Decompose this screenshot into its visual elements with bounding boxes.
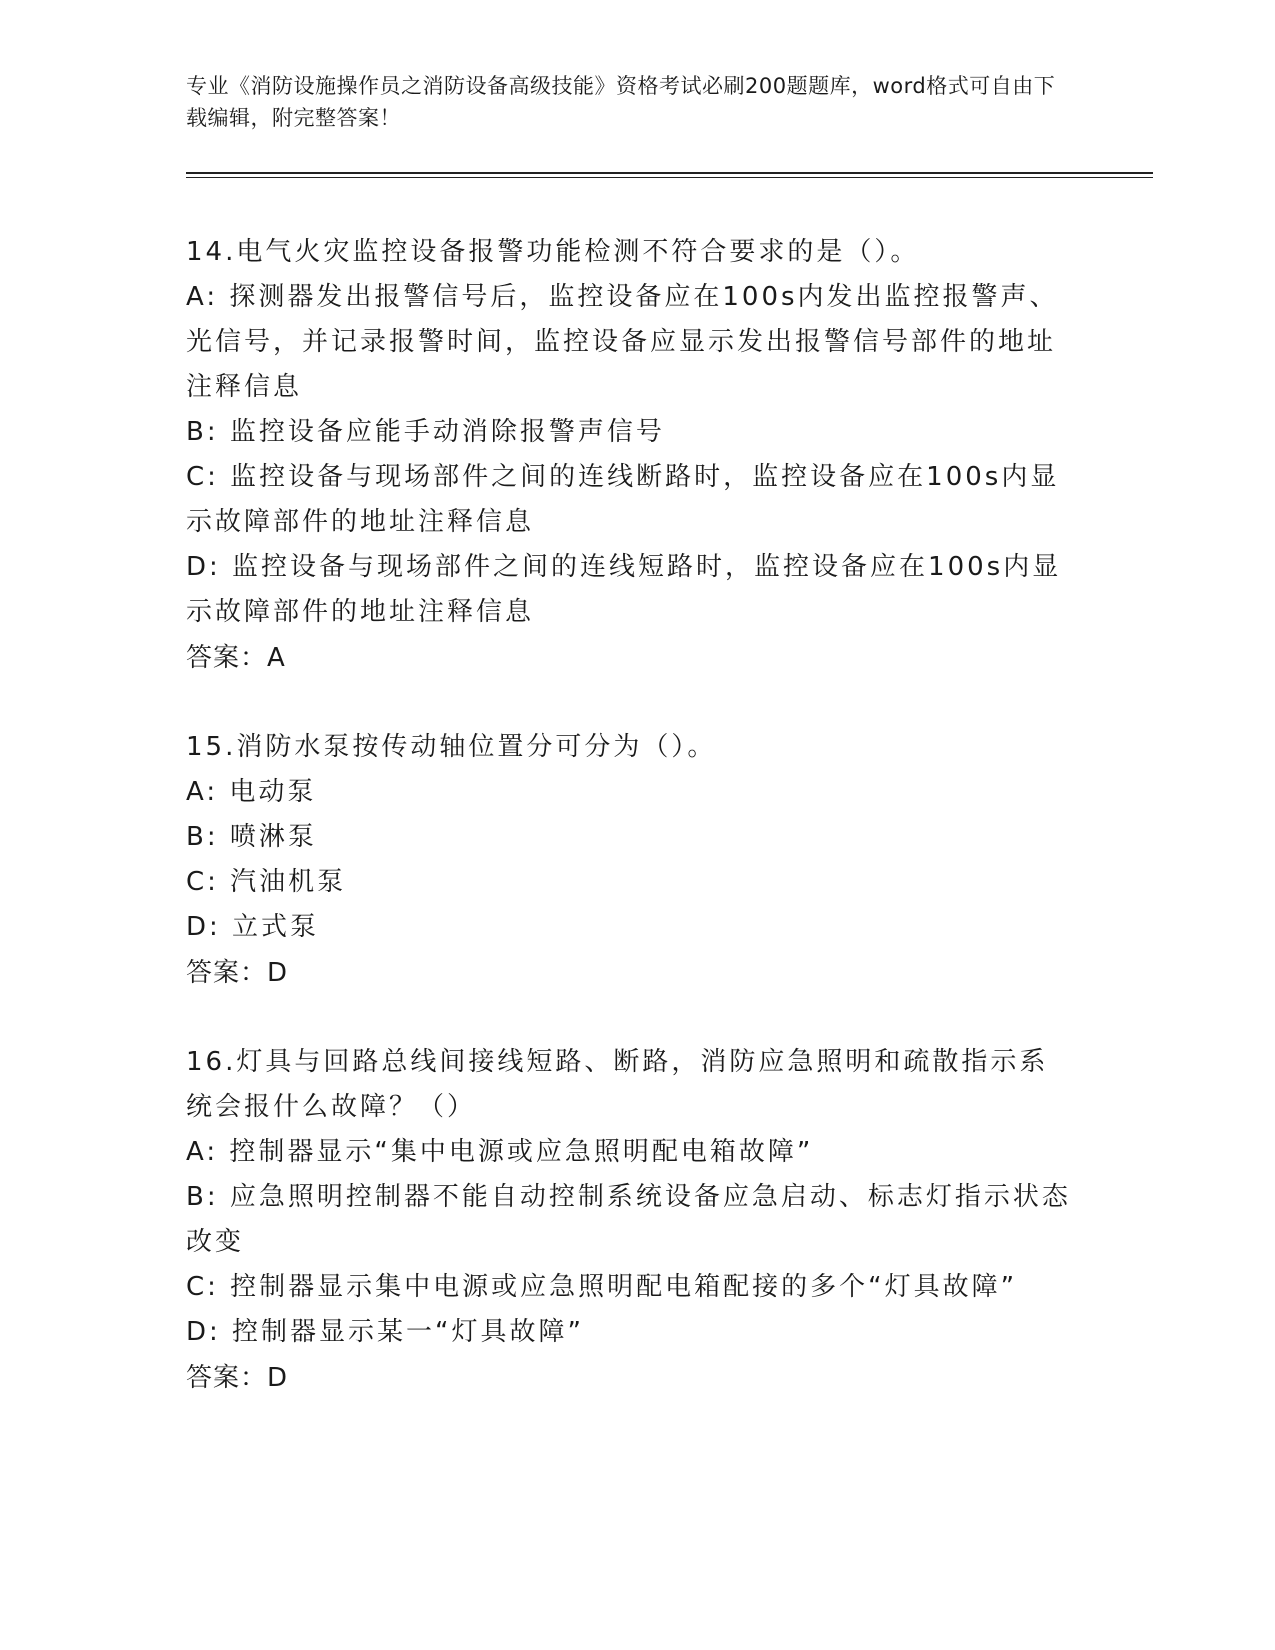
option-d: D: 立式泵 <box>186 912 320 942</box>
option-b: B: 监控设备应能手动消除报警声信号 <box>186 417 665 447</box>
document-page <box>186 70 1156 1445</box>
question-15 <box>186 725 1156 996</box>
answer-value: D <box>267 958 289 988</box>
option-d: D: 控制器显示某一“灯具故障” <box>186 1317 584 1347</box>
option-c: C: 监控设备与现场部件之间的连线断路时，监控设备应在100s内显示故障部件的地址注释信息 <box>186 462 1060 537</box>
document-header: 专业《消防设施操作员之消防设备高级技能》资格考试必刷200题题库，word格式可自由下载编辑，附完整答案！ <box>186 74 1056 130</box>
answer-label: 答案： <box>186 958 268 988</box>
answer-line <box>186 1355 1156 1401</box>
option-b: B: 应急照明控制器不能自动控制系统设备应急启动、标志灯指示状态改变 <box>186 1182 1071 1257</box>
answer-label: 答案： <box>186 1363 268 1393</box>
option-b: B: 喷淋泵 <box>186 822 317 852</box>
answer-line <box>186 635 1156 681</box>
question-14 <box>186 230 1156 681</box>
question-stem: 14.电气火灾监控设备报警功能检测不符合要求的是（）。 <box>186 237 920 267</box>
option-a: A: 电动泵 <box>186 777 317 807</box>
option-a: A: 探测器发出报警信号后，监控设备应在100s内发出监控报警声、光信号，并记录报警时间，监控设备应显示发出报警信号部件的地址注释信息 <box>186 282 1059 402</box>
option-c: C: 控制器显示集中电源或应急照明配电箱配接的多个“灯具故障” <box>186 1272 1018 1302</box>
answer-value: D <box>267 1363 289 1393</box>
question-16 <box>186 1040 1156 1401</box>
answer-value: A <box>267 643 286 673</box>
option-c: C: 汽油机泵 <box>186 867 347 897</box>
question-stem: 16.灯具与回路总线间接线短路、断路，消防应急照明和疏散指示系统会报什么故障？（） <box>186 1047 1049 1122</box>
answer-label: 答案： <box>186 643 268 673</box>
question-list <box>186 230 1156 1401</box>
answer-line <box>186 950 1156 996</box>
option-a: A: 控制器显示“集中电源或应急照明配电箱故障” <box>186 1137 814 1167</box>
question-stem: 15.消防水泵按传动轴位置分可分为（）。 <box>186 732 717 762</box>
header-divider <box>186 172 1153 178</box>
option-d: D: 监控设备与现场部件之间的连线短路时，监控设备应在100s内显示故障部件的地址注释信息 <box>186 552 1062 627</box>
